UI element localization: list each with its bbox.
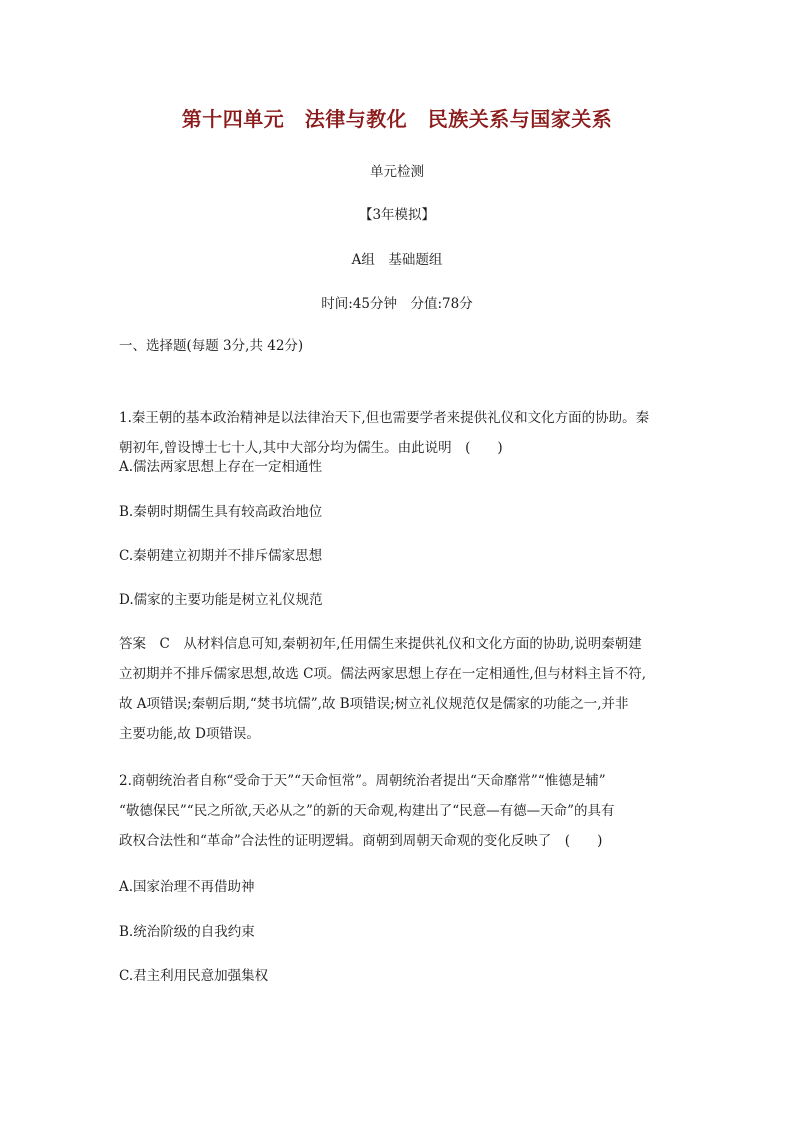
stem-line: 政权合法性和“革命”合法性的证明逻辑。商朝到周朝天命观的变化反映了 ( ): [119, 833, 603, 849]
answer-line: 答案 C 从材料信息可知,秦朝初年,任用儒生来提供礼仪和文化方面的协助,说明秦朝建: [119, 636, 642, 652]
model-tag: 【3年模拟】: [358, 207, 436, 223]
answer-line: 立初期并不排斥儒家思想,故选 C项。儒法两家思想上存在一定相通性,但与材料主旨不符,: [119, 666, 646, 682]
question-2-option-b: B.统治阶级的自我约束: [119, 924, 255, 940]
question-2-option-c: C.君主利用民意加强集权: [119, 968, 269, 984]
section-heading: 一、选择题(每题 3分,共 42分): [119, 338, 304, 354]
question-1-option-c: C.秦朝建立初期并不排斥儒家思想: [119, 548, 323, 564]
question-1-option-b: B.秦朝时期儒生具有较高政治地位: [119, 504, 323, 520]
stem-line: 朝初年,曾设博士七十人,其中大部分均为儒生。由此说明 ( ): [119, 440, 503, 456]
question-1-option-d: D.儒家的主要功能是树立礼仪规范: [119, 592, 323, 608]
question-1-answer: [119, 629, 679, 749]
answer-line: 主要功能,故 D项错误。: [119, 726, 260, 742]
subtitle: 单元检测: [370, 164, 424, 180]
question-1-option-a: A.儒法两家思想上存在一定相通性: [119, 459, 323, 475]
stem-line: “敬德保民”“民之所欲,天必从之”的新的天命观,构建出了“民意—有德—天命”的具有: [119, 803, 615, 819]
stem-line: 2.商朝统治者自称“受命于天”“天命恒常”。周朝统治者提出“天命靡常”“惟德是辅”: [119, 773, 606, 789]
group-label: A组 基础题组: [351, 252, 443, 268]
answer-line: 故 A项错误;秦朝后期,“焚书坑儒”,故 B项错误;树立礼仪规范仅是儒家的功能之一,并非: [119, 696, 629, 712]
stem-line: 1.秦王朝的基本政治精神是以法律治天下,但也需要学者来提供礼仪和文化方面的协助。秦: [119, 410, 650, 426]
unit-title: 第十四单元 法律与教化 民族关系与国家关系: [181, 107, 613, 131]
exam-meta: 时间:45分钟 分值:78分: [321, 296, 473, 312]
question-2-option-a: A.国家治理不再借助神: [119, 879, 255, 895]
question-2-stem: [119, 766, 679, 856]
